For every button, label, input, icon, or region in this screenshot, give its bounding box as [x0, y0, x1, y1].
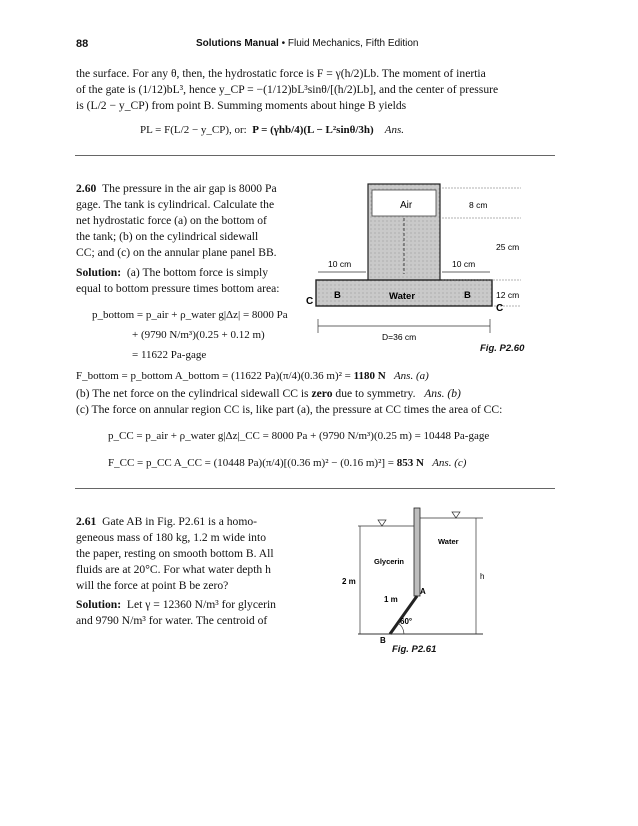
fig261-point-b: B: [380, 636, 386, 645]
header-bullet: •: [281, 38, 286, 49]
problem-2-61-number: 2.61: [76, 515, 97, 528]
p261-q2: geneous mass of 180 kg, 1.2 m wide into: [76, 531, 266, 544]
fig260-dim-25cm: 25 cm: [496, 242, 520, 252]
running-header: [196, 38, 418, 49]
fig260-caption: Fig. P2.60: [480, 343, 525, 354]
p260-q4: the tank; (b) on the cylindrical sidewall: [76, 230, 259, 243]
fig260-label-b-left: B: [334, 290, 341, 301]
fig260-dim-12cm: 12 cm: [496, 290, 520, 300]
prev-eq-left: PL = F(L/2 − y_CP), or:: [140, 124, 247, 136]
p260-q1: The pressure in the air gap is 8000 Pa: [102, 182, 277, 195]
fig261-caption: Fig. P2.61: [392, 644, 437, 655]
figure-p2-60: [306, 176, 556, 356]
fig260-label-c-right: C: [496, 303, 504, 314]
header-rest: Fluid Mechanics, Fifth Edition: [287, 38, 419, 49]
p260-b-ans: Ans. (b): [424, 387, 461, 400]
p260-s1: (a) The bottom force is simply: [126, 266, 269, 279]
fig260-dim-10cm-left: 10 cm: [328, 259, 352, 269]
p260-fcc-ans: Ans. (c): [432, 457, 467, 469]
page-number: 88: [76, 38, 89, 50]
p260-e3: = 11622 Pa-gage: [132, 349, 207, 361]
p260-q5: CC; and (c) on the annular plane panel BB.: [76, 246, 277, 259]
p261-s1: Let γ = 12360 N/m³ for glycerin: [126, 598, 276, 611]
fig260-dim-10cm-right: 10 cm: [452, 259, 476, 269]
prev-line-1: the surface. For any θ, then, the hydrostatic force is F = γ(h/2)Lb. The moment of inertia: [76, 67, 486, 80]
fig260-air-label: Air: [400, 200, 413, 211]
prev-text: [76, 66, 556, 114]
p261-q3: the paper, resting on smooth bottom B. All: [76, 547, 274, 560]
p261-solution-intro: [76, 597, 306, 629]
fig260-label-b-right: B: [464, 290, 471, 301]
p261-q5: will the force at point B be zero?: [76, 579, 229, 592]
prev-line-3: is (L/2 − y_CP) from point B. Summing moments about hinge B yields: [76, 99, 407, 112]
fig260-water-label: Water: [389, 291, 416, 302]
p260-part-c: (c) The force on annular region CC is, like part (a), the pressure at CC times the area of CC:: [76, 403, 503, 416]
fig260-label-c-left: C: [306, 296, 314, 307]
p260-q3: net hydrostatic force (a) on the bottom of: [76, 214, 267, 227]
fig261-water-label: Water: [438, 537, 459, 546]
problem-2-60-number: 2.60: [76, 182, 97, 195]
p260-f1-ans: Ans. (a): [393, 370, 429, 382]
wall: [414, 508, 420, 596]
prev-eq-bold: P = (γhb/4)(L − L²sinθ/3h): [252, 124, 374, 136]
divider-1: [75, 155, 555, 156]
p260-bottom-pressure: [92, 305, 288, 365]
p260-solution-intro: [76, 265, 300, 297]
p260-fcc: [108, 457, 466, 469]
fig261-point-a: A: [420, 587, 426, 596]
prev-line-2: of the gate is (1/12)bL³, hence y_CP = −(1/12)bL³sinθ/[(h/2)Lb], and the center of pressure: [76, 83, 499, 96]
p260-solution-label: Solution:: [76, 266, 122, 279]
p260-pcc: p_CC = p_air + ρ_water g|Δz|_CC = 8000 Pa + (9790 N/m³)(0.25 m) = 10448 Pa-gage: [108, 430, 490, 442]
fig260-dim-8cm: 8 cm: [469, 200, 488, 210]
p260-part-b: [76, 386, 461, 402]
fig261-dim-1m: 1 m: [384, 595, 398, 604]
fig260-dim-36cm: D=36 cm: [382, 332, 417, 342]
divider-2: [75, 488, 555, 489]
fig261-angle: 60°: [400, 617, 413, 626]
problem-2-60-statement: [76, 181, 298, 261]
p260-s2: equal to bottom pressure times bottom area:: [76, 282, 280, 295]
water-surface-marker: [452, 512, 460, 518]
p260-e1: p_bottom = p_air + ρ_water g|Δz| = 8000 Pa: [92, 309, 288, 321]
p260-f1-answer: 1180 N: [353, 370, 386, 382]
p260-bottom-force: [76, 370, 429, 382]
p260-b-answer: zero: [311, 387, 333, 400]
fig261-glycerin-label: Glycerin: [374, 557, 405, 566]
p260-fcc-left: F_CC = p_CC A_CC = (10448 Pa)(π/4)[(0.36 m)² − (0.16 m)²] =: [108, 457, 394, 469]
fig261-h: h: [480, 572, 485, 581]
p260-e2: + (9790 N/m³)(0.25 + 0.12 m): [132, 329, 265, 341]
p261-q1: Gate AB in Fig. P2.61 is a homo-: [102, 515, 258, 528]
prev-equation: [140, 124, 404, 136]
p260-b-left: (b) The net force on the cylindrical sidewall CC is: [76, 387, 309, 400]
p261-solution-label: Solution:: [76, 598, 122, 611]
figure-p2-61: [338, 506, 498, 646]
p260-b-right: due to symmetry.: [335, 387, 416, 400]
problem-2-61-statement: [76, 514, 298, 594]
p260-q2: gage. The tank is cylindrical. Calculate the: [76, 198, 275, 211]
p261-q4: fluids are at 20°C. For what water depth h: [76, 563, 271, 576]
p260-fcc-answer: 853 N: [396, 457, 424, 469]
p260-f1-left: F_bottom = p_bottom A_bottom = (11622 Pa)(π/4)(0.36 m)² =: [76, 370, 351, 382]
prev-eq-ans: Ans.: [384, 124, 404, 136]
fig261-dim-2m: 2 m: [342, 577, 356, 586]
p261-s2: and 9790 N/m³ for water. The centroid of: [76, 614, 268, 627]
header-bold: Solutions Manual: [196, 38, 279, 49]
glycerin-surface-marker: [378, 520, 386, 526]
